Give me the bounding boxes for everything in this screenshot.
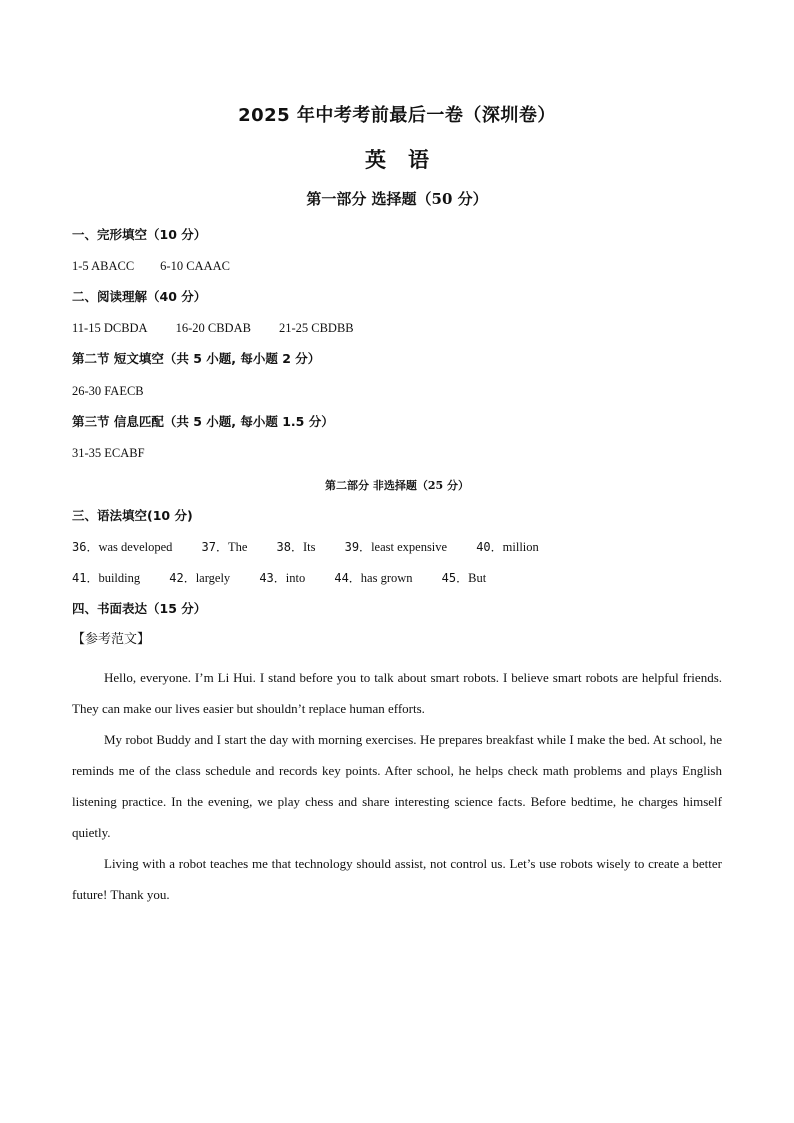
grammar-answer: 41．building [72,571,141,585]
answer-group: 16-20 CBDAB [175,321,251,335]
part2-heading: 第二部分 非选择题（25 分） [325,479,469,492]
grammar-answer: 37．The [201,540,248,554]
section1-heading: 一、完形填空（10 分） [72,227,207,242]
section2-3-answers [72,444,145,462]
sample-essay-label: 【参考范文】 [72,632,151,647]
subject-title: 英语 [365,148,451,172]
grammar-row-1 [72,538,565,556]
answer-group: 31-35 ECABF [72,446,145,460]
grammar-answer: 38．Its [276,540,316,554]
section4-heading: 四、书面表达（15 分） [72,601,207,616]
section2-2-answers [72,382,144,400]
essay-paragraph: Living with a robot teaches me that technology should assist, not control us. Let’s use robots wisely to create a better future! Thank you. [72,856,722,902]
grammar-answer: 45．But [441,571,487,585]
sample-essay [72,662,722,910]
part1-heading: 第一部分 选择题（50 分） [306,190,488,208]
answer-group: 1-5 ABACC [72,259,135,273]
answer-group: 26-30 FAECB [72,384,144,398]
section3-heading: 三、语法填空(10 分) [72,508,193,523]
section1-answers [72,257,230,275]
section2-answers [72,319,354,337]
grammar-answer: 40．million [476,540,539,554]
answer-group: 21-25 CBDBB [278,321,354,335]
section2-3-heading: 第三节 信息匹配（共 5 小题, 每小题 1.5 分） [72,414,334,429]
grammar-answer: 36．was developed [72,540,173,554]
grammar-row-2 [72,569,512,587]
page-title: 2025 年中考考前最后一卷（深圳卷） [238,105,556,126]
section2-heading: 二、阅读理解（40 分） [72,289,207,304]
grammar-answer: 43．into [259,571,306,585]
grammar-answer: 39．least expensive [344,540,448,554]
essay-paragraph: Hello, everyone. I’m Li Hui. I stand before you to talk about smart robots. I believe smart robots are helpful friends. They can make our lives easier but shouldn’t replace human efforts. [72,670,722,716]
section2-2-heading: 第二节 短文填空（共 5 小题, 每小题 2 分） [72,351,321,366]
answer-group: 6-10 CAAAC [160,259,230,273]
grammar-answer: 44．has grown [334,571,413,585]
essay-paragraph: My robot Buddy and I start the day with morning exercises. He prepares breakfast while I make the bed. At school, he reminds me of the class schedule and records key points. After school, he helps check math problems and plays English listening practice. In the evening, we play chess and share interesting science facts. Before bedtime, he charges himself quietly. [72,732,722,840]
answer-group: 11-15 DCBDA [72,321,148,335]
grammar-answer: 42．largely [169,571,231,585]
